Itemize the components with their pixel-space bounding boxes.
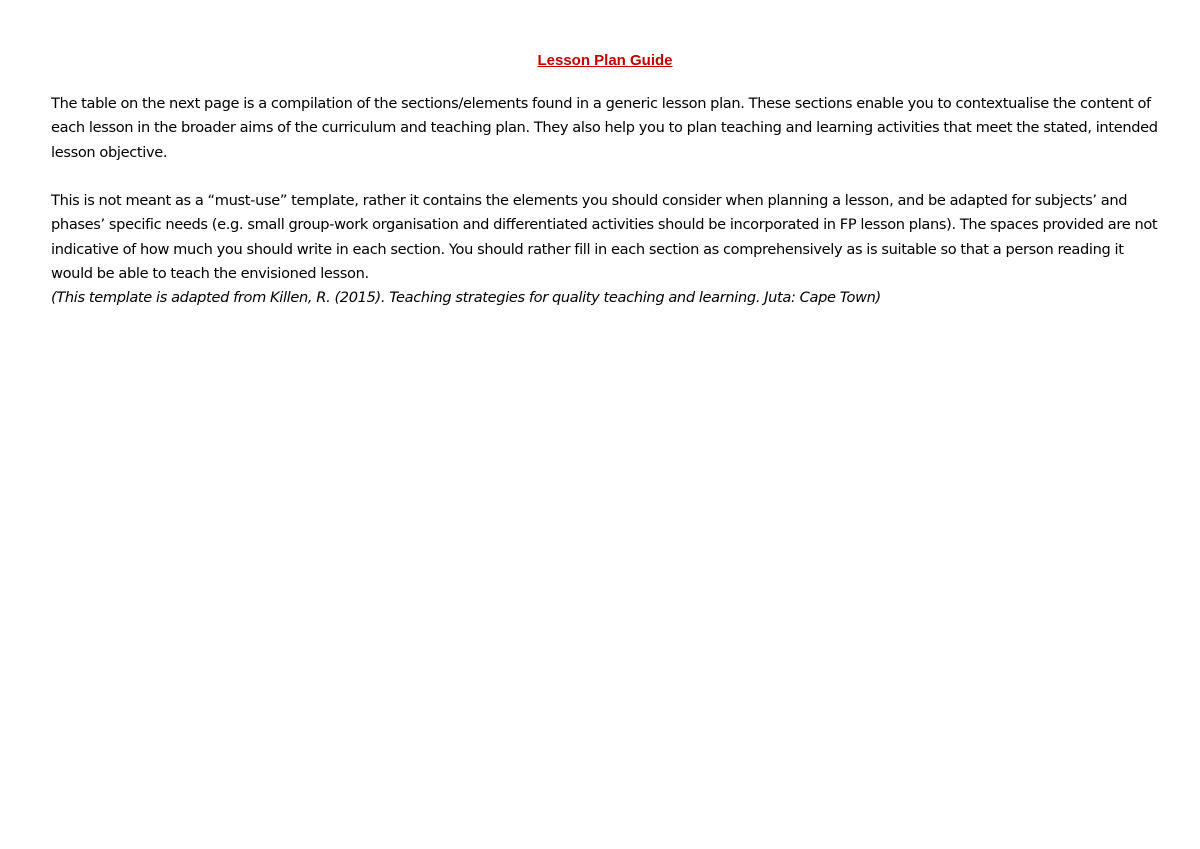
document-title: Lesson Plan Guide	[537, 52, 673, 69]
intro-paragraph: The table on the next page is a compilation of the sections/elements found in a generic lesson plan. These sections enable you to contextualise the content of each lesson in the broader aims of the curriculum and teaching plan. They also help you to plan teaching and learning activities that meet the stated, intended lesson objective.	[51, 95, 1158, 161]
source-citation: (This template is adapted from Killen, R. (2015). Teaching strategies for quality teaching and learning. Juta: Cape Town)	[51, 289, 881, 306]
template-note-paragraph: This is not meant as a “must-use” template, rather it contains the elements you should consider when planning a lesson, and be adapted for subjects’ and phases’ specific needs (e.g. small group-work organisation and differentiated activities should be incorporated in FP lesson plans). The spaces provided are not indicative of how much you should write in each section. You should rather fill in each section as comprehensively as is suitable so that a person reading it would be able to teach the envisioned lesson.	[51, 192, 1158, 282]
